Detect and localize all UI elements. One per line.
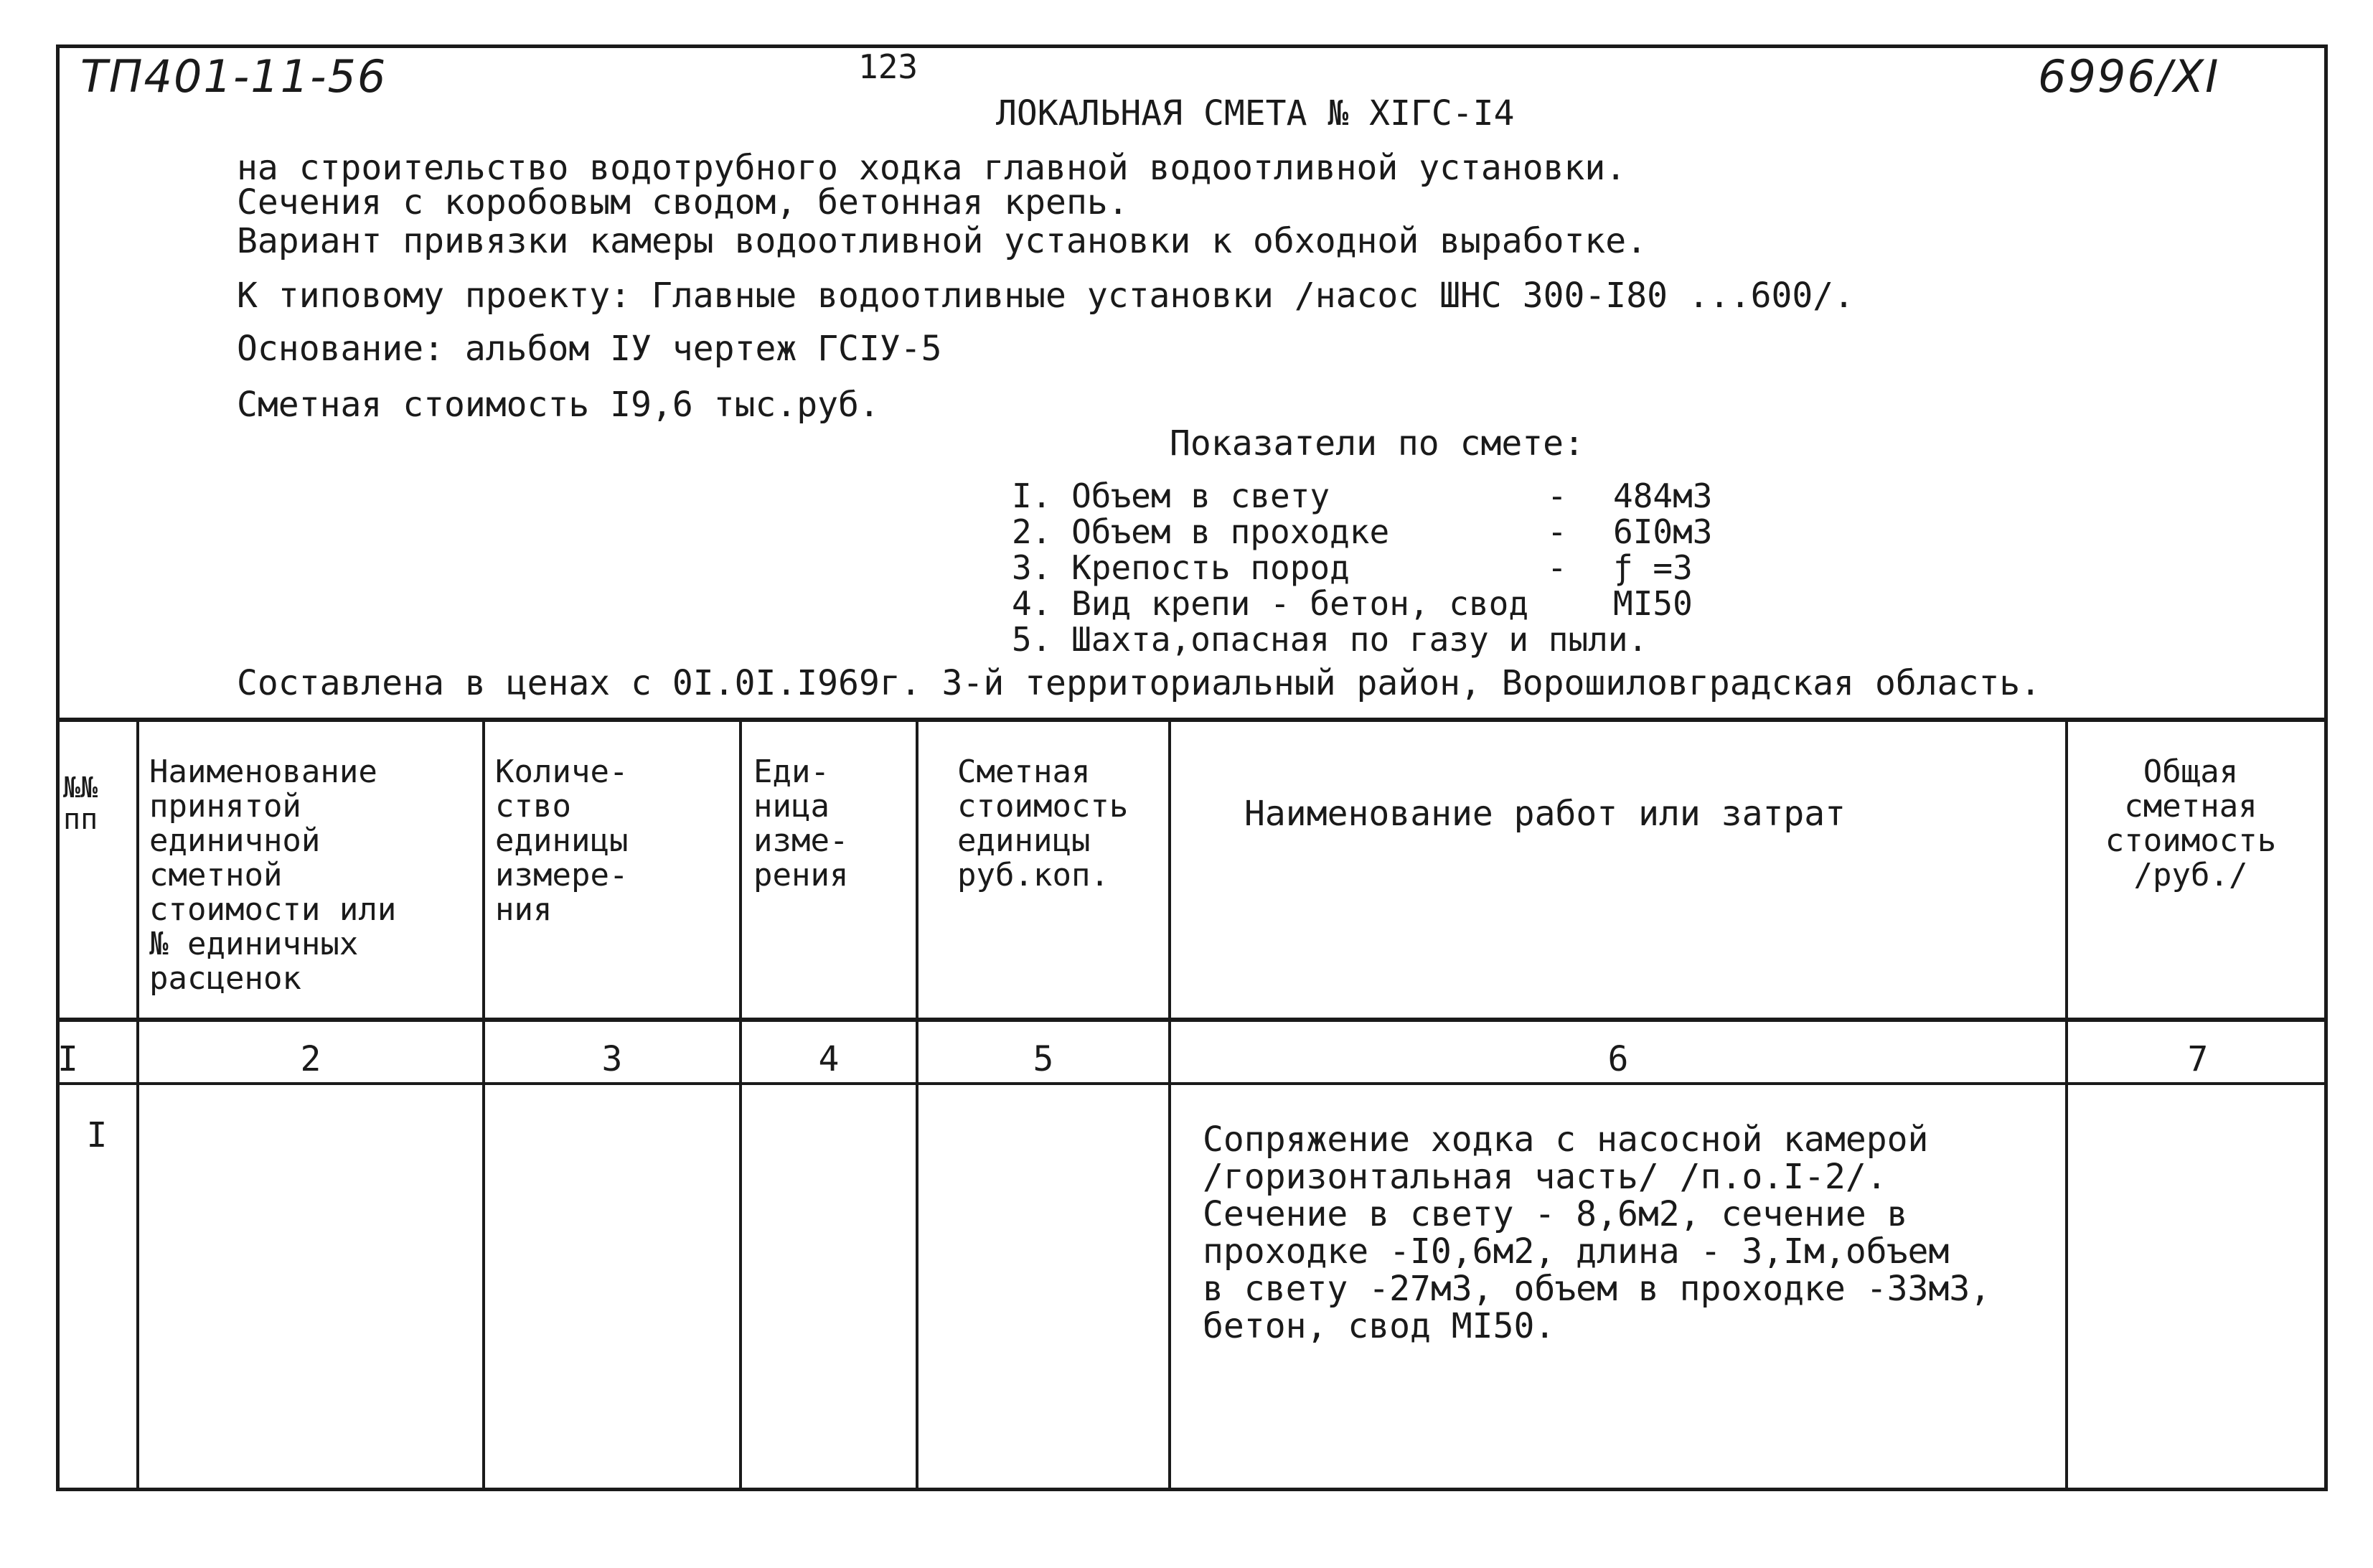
indicator-label: I. Объем в свету [1012, 476, 1330, 515]
header-quantity: Количе- ство единицы измере- ния [495, 754, 629, 928]
page-number: 123 [858, 47, 918, 86]
header-rate-name: Наименование принятой единичной сметной стоимости или № единичных расценок [149, 754, 397, 997]
indicator-dash: - [1547, 548, 1567, 587]
header-unit: Еди- ница изме- рения [753, 754, 849, 893]
row-work-text-line: в свету -27м3, объем в проходке -33м3, [1203, 1269, 1991, 1309]
column-divider [482, 720, 485, 1488]
indicators-heading: Показатели по смете: [1170, 423, 1584, 464]
indicator-dash: - [1547, 476, 1567, 515]
indicator-label: 3. Крепость пород [1012, 548, 1350, 587]
header-total-cost: Общая сметная стоимость /руб./ [2105, 754, 2277, 893]
column-divider [739, 720, 742, 1488]
basis-reference: Основание: альбом IУ чертеж ГСIУ-5 [237, 329, 942, 369]
row-work-text-line: проходке -I0,6м2, длина - 3,Iм,объем [1203, 1231, 1950, 1272]
column-number-bottom-border [56, 1082, 2328, 1085]
column-number: 2 [300, 1039, 321, 1079]
column-divider [1168, 720, 1171, 1488]
indicator-value: МI50 [1613, 584, 1693, 623]
indicator-label: 4. Вид крепи - бетон, свод [1012, 584, 1529, 623]
column-number: 7 [2187, 1039, 2209, 1079]
row-number: I [86, 1115, 108, 1155]
row-work-text-line: Сопряжение ходка с насосной камерой [1203, 1119, 1929, 1160]
header-row-number: №№ пп [63, 771, 98, 836]
column-divider [136, 720, 139, 1488]
table-top-border [56, 718, 2328, 722]
estimate-cost: Сметная стоимость I9,6 тыс.руб. [237, 385, 880, 425]
header-unit-cost: Сметная стоимость единицы руб.коп. [957, 754, 1129, 893]
compiled-note: Составлена в ценах с 0I.0I.I969г. 3-й территориальный район, Ворошиловградская область. [237, 663, 2041, 703]
indicator-value: 6I0м3 [1613, 512, 1713, 551]
column-number: I [57, 1039, 78, 1079]
description-line-3: Вариант привязки камеры водоотливной установки к обходной выработке. [237, 221, 1648, 261]
indicator-label: 2. Объем в проходке [1012, 512, 1390, 551]
header-bottom-border [56, 1018, 2328, 1022]
project-reference: К типовому проекту: Главные водоотливные установки /насос ШНС 300-I80 ...600/. [237, 276, 1855, 316]
indicator-label: 5. Шахта,опасная по газу и пыли. [1012, 620, 1648, 659]
indicator-value: 484м3 [1613, 476, 1713, 515]
row-work-text-line: /горизонтальная часть/ /п.о.I-2/. [1203, 1157, 1887, 1197]
row-work-text-line: бетон, свод МI50. [1203, 1306, 1556, 1346]
document-code-right: 6996/XI [2038, 50, 2220, 103]
column-divider [916, 720, 918, 1488]
document-title: ЛОКАЛЬНАЯ СМЕТА № XIГС-I4 [996, 93, 1515, 133]
column-number: 4 [818, 1039, 840, 1079]
column-number: 5 [1033, 1039, 1054, 1079]
description-line-2: Сечения с коробовым сводом, бетонная крепь. [237, 182, 1129, 222]
column-divider [2065, 720, 2068, 1488]
column-number: 3 [601, 1039, 623, 1079]
indicator-dash: - [1547, 512, 1567, 551]
row-work-text-line: Сечение в свету - 8,6м2, сечение в [1203, 1194, 1908, 1234]
document-code-left: ТП401-11-56 [80, 50, 387, 103]
header-work-name: Наименование работ или затрат [1244, 794, 1846, 834]
column-number: 6 [1607, 1039, 1629, 1079]
description-line-1: на строительство водотрубного ходка главной водоотливной установки. [237, 148, 1627, 188]
indicator-value: ƒ =3 [1613, 548, 1693, 587]
